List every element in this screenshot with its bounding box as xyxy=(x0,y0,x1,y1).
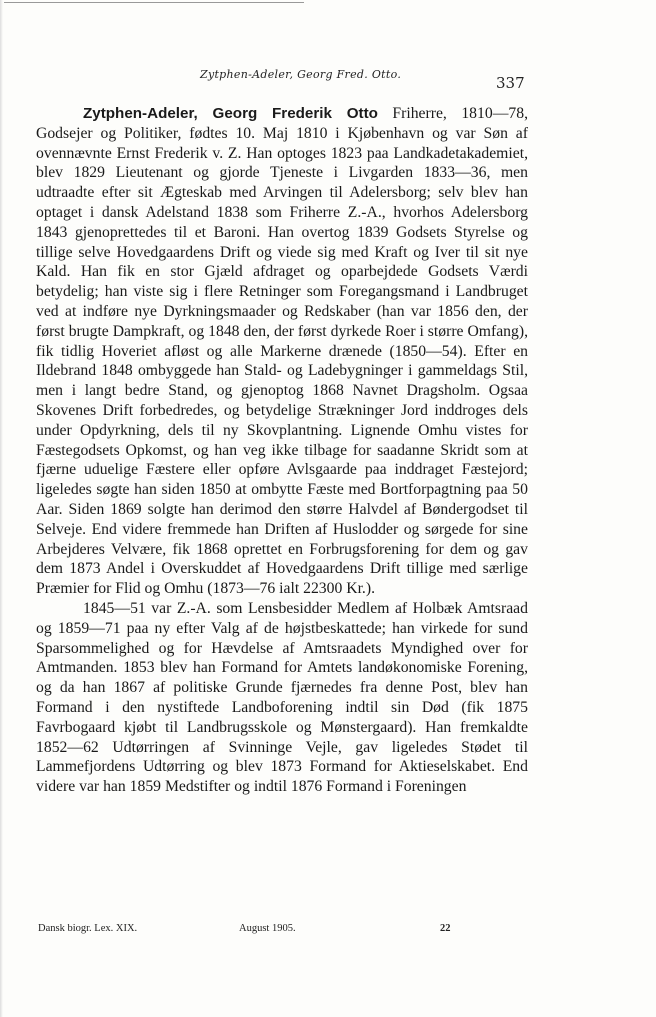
page-number: 337 xyxy=(496,74,525,92)
paragraph-2: 1845—51 var Z.-A. som Lensbesidder Medlem af Holbæk Amtsraad og 1859—71 paa ny efter Valg af de højstbeskattede; han virkede for sund Sparsommelighed og for Hævdelse af Amtsraadets Myndighed over for Amtmanden. 1853 blev han Formand for Amtets landøkonomiske Forening, og da han 1867 af politiske Grunde fjærnedes fra denne Post, blev han Formand i den nystiftede Landboforening indtil sin Død (fik 1875 Favrbogaard kjøbt til Landbrugsskole og Mønstergaard). Han fremkaldte 1852—62 Udtørringen af Svinninge Vejle, gav ligeledes Stødet til Lammefjordens Udtørring og blev 1873 Formand for Aktieselskabet. End videre var han 1859 Medstifter og indtil 1876 Formand i Foreningen xyxy=(36,599,528,796)
paragraph-1-text: Friherre, 1810—78, Godsejer og Politiker, fødtes 10. Maj 1810 i Kjøbenhavn og var Søn af ovennævnte Ernst Frederik v. Z. Han optoges 1823 paa Landkadetakademiet, blev 1829 Lieutenant og gjorde Tjeneste i Livgarden 1833—36, men udtraadte efter sit Ægteskab med Arvingen til Adelersborg; selv blev han optaget i dansk Adelstand 1838 som Friherre Z.-A., hvorhos Adelersborg 1843 gjenoprettedes til et Baroni. Han overtog 1839 Godsets Styrelse og tillige selve Hovedgaardens Drift og viede sig med Kraft og Iver til sit nye Kald. Han fik en stor Gjæld afdraget og oparbejdede Godsets Værdi betydelig; han viste sig i flere Retninger som Foregangsmand i Landbruget ved at indføre nye Dyrkningsmaader og Redskaber (han var 1856 den, der først brugte Dampkraft, og 1848 den, der først dyrkede Roer i større Omfang), fik tidlig Hoveriet afløst og alle Markerne drænede (1850—54). Efter en Ildebrand 1848 ombyggede han Stald- og Ladebygninger i gammeldags Stil, men i langt bedre Stand, og gjenoptog 1868 Navnet Dragsholm. Ogsaa Skovenes Drift forbedredes, og betydelige Strækninger Jord inddroges dels under Opdyrkning, dels til ny Skovplantning. Lignende Omhu vistes for Fæstegodsets Opkomst, og han veg ikke tilbage for saadanne Skridt som at fjærne uduelige Fæstere eller opføre Avlsgaarde paa inddraget Fæstejord; ligeledes søgte han siden 1850 at ombytte Fæste med Bortforpagtning paa 50 Aar. Siden 1869 solgte han derimod den større Halvdel af Bøndergodset til Selveje. End videre fremmede han Driften af Huslodder og sørgede for sine Arbejderes Velvære, fik 1868 oprettet en Forbrugsforening for dem og gav dem 1873 Andel i Overskuddet af Hovedgaardens Drift tillige med særlige Præmier for Flid og Omhu (1873—76 ialt 22300 Kr.). xyxy=(36,105,528,598)
top-rule xyxy=(4,2,304,3)
paragraph-1 xyxy=(36,104,528,599)
footer-date: August 1905. xyxy=(239,923,296,934)
page-edge-shadow xyxy=(0,0,3,1017)
entry-heading: Zytphen-Adeler, Georg Frederik Otto xyxy=(83,105,378,122)
running-head-text: Zytphen-Adeler, Georg Fred. Otto. xyxy=(200,68,402,81)
footer-signature: 22 xyxy=(440,923,451,934)
article-body xyxy=(36,104,528,797)
footer-work-title: Dansk biogr. Lex. XIX. xyxy=(38,923,138,934)
